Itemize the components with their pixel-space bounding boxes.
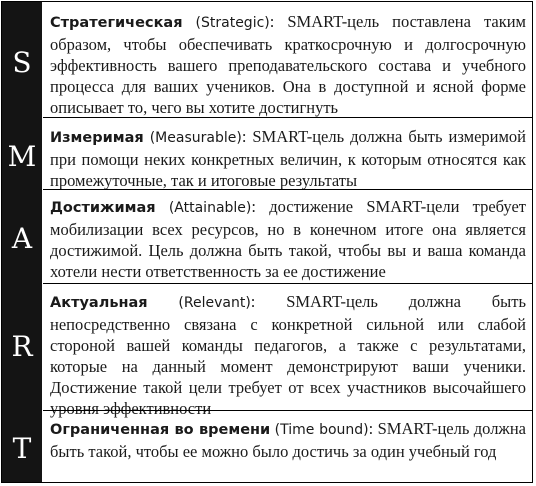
term-description: : достижение SMART-цели требует мобилизации всех ресурсов, но в конечном итоге она является достижимой. Цель должна быть такой, чтобы вы и ваша команда хотели нести ответственность за ее достижение — [50, 197, 526, 281]
row-attainable — [43, 196, 532, 282]
row-relevant — [43, 291, 532, 419]
term-english: (Measurable) — [149, 130, 242, 146]
term-label: Достижимая — [50, 200, 156, 216]
letter-column — [2, 2, 42, 482]
term-english: (Relevant) — [178, 295, 251, 311]
term-label: Стратегическая — [50, 15, 183, 31]
letter-s: S — [12, 46, 32, 79]
row-divider — [43, 283, 532, 284]
row-divider — [43, 189, 532, 190]
smart-table — [1, 1, 533, 483]
term-description: : SMART-цель должна быть измеримой при помощи неких конкретных величин, к которым относятся как промежуточные, так и итоговые результаты — [50, 127, 526, 190]
term-english: (Time bound) — [274, 422, 369, 438]
term-english: (Strategic) — [195, 15, 270, 31]
term-label: Измеримая — [50, 130, 144, 146]
term-description: : SMART-цель должна быть такой, чтобы ее можно было достичь за один учебный год — [50, 419, 526, 461]
term-description: : SMART-цель поставлена таким образом, чтобы обеспечивать краткосрочную и долгосрочную эффективность вашего преподавательского состава и учебного процесса для ваших учеников. Она в доступной и ясной форме описывает то, чего вы хотите достигнуть — [50, 12, 526, 117]
letter-a: A — [11, 222, 33, 255]
term-english: (Attainable) — [168, 200, 252, 216]
row-measurable — [43, 126, 532, 191]
row-strategic — [43, 11, 532, 118]
row-time-bound — [43, 418, 532, 462]
term-description: : SMART-цель должна быть непосредственно связана с конкретной сильной или слабой стороной вашей команды педагогов, а также с результатами, которые на данный момент демонстрируют ваши ученики. Достижение такой цели требует от всех участников высочайшего уровня эффективности — [50, 292, 526, 418]
letter-t: T — [12, 432, 32, 465]
row-divider — [43, 410, 532, 411]
term-label: Актуальная — [50, 295, 148, 311]
term-label: Ограниченная во времени — [50, 422, 271, 438]
letter-m: M — [7, 140, 37, 173]
row-divider — [43, 117, 532, 118]
letter-r: R — [11, 330, 33, 363]
